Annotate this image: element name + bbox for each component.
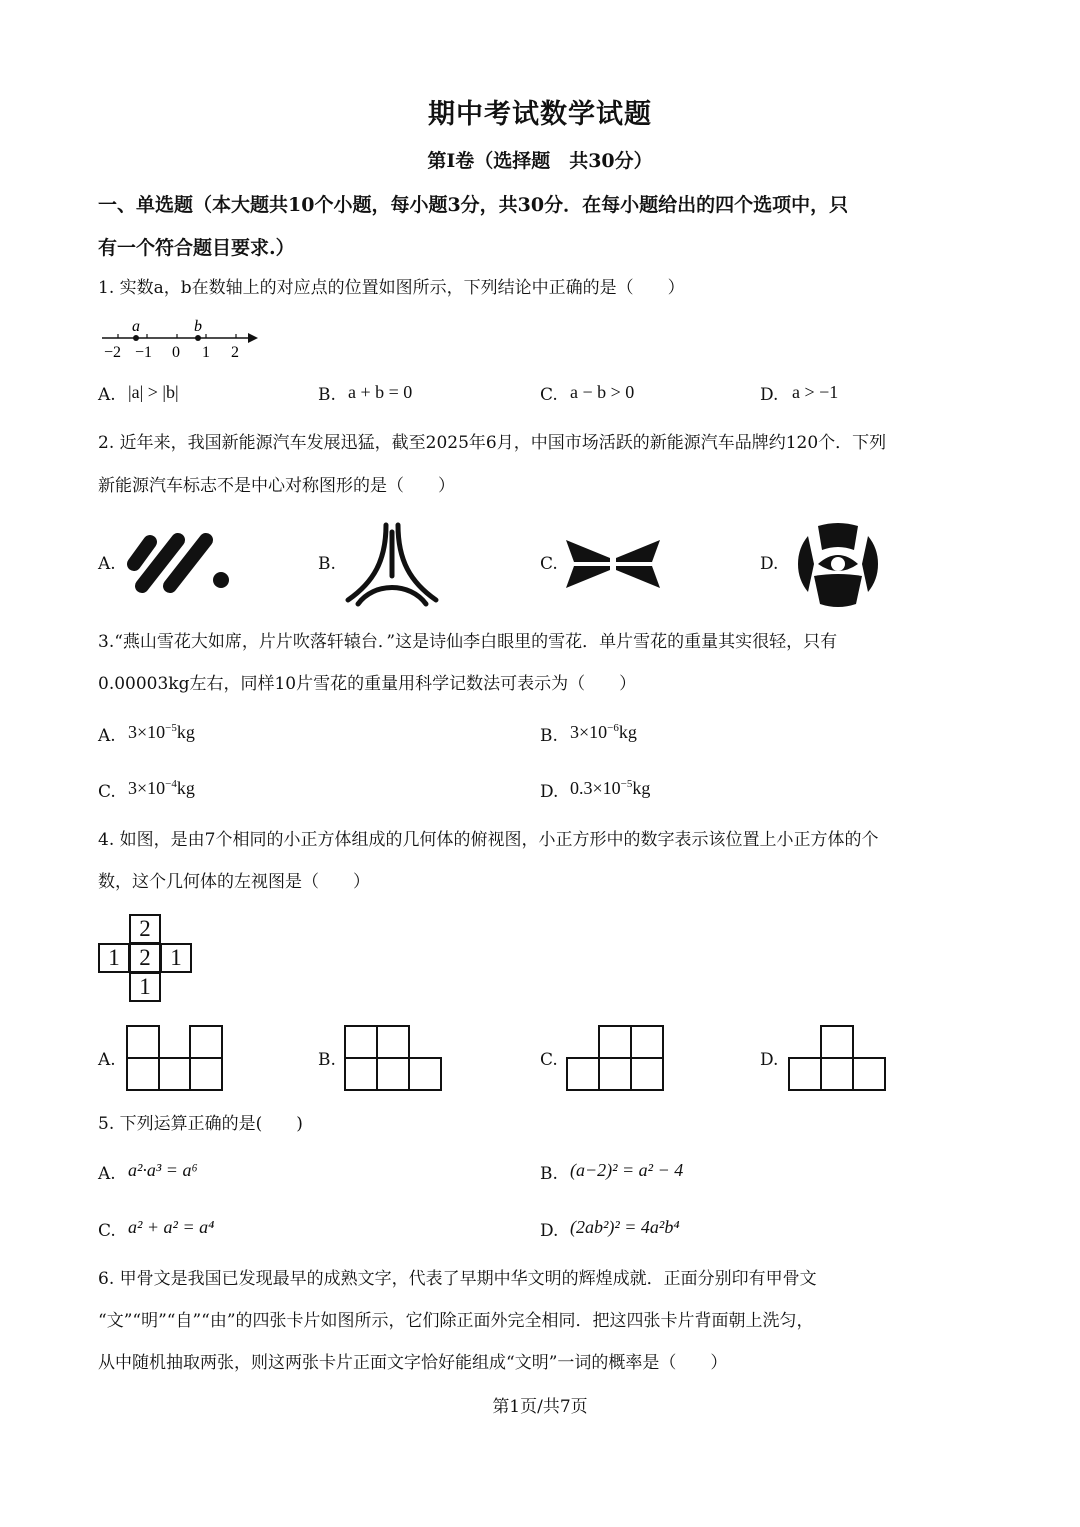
q4-label-b: B. xyxy=(318,1050,336,1070)
q1-option-b: a + b = 0 xyxy=(348,382,413,402)
q2-label-c: C. xyxy=(540,554,558,574)
q4-line1: 4. 如图，是由7个相同的小正方体组成的几何体的俯视图，小正方形中的数字表示该位置上小正方体的个 xyxy=(98,830,879,850)
q5-option-a: a²·a³ = a⁶ xyxy=(128,1160,198,1180)
q4-option-c-figure xyxy=(566,1025,666,1091)
section-heading-line1: 一、单选题（本大题共10个小题，每小题3分，共30分．在每小题给出的四个选项中，只 xyxy=(98,194,849,216)
q5-label-d: D. xyxy=(540,1221,559,1241)
q2-label-a: A. xyxy=(98,554,116,574)
tick-label: 1 xyxy=(202,344,210,361)
q4-line2: 数，这个几何体的左视图是（ ） xyxy=(98,872,370,892)
point-a xyxy=(133,335,139,341)
q3-option-b: $3\times 10^{-6}kg$ xyxy=(570,722,637,742)
section-heading-line2: 有一个符合题目要求.） xyxy=(98,237,295,259)
q1-option-c-label: C. xyxy=(540,385,558,405)
q1-option-d: a > −1 xyxy=(792,382,839,402)
q5-stem: 5. 下列运算正确的是( ) xyxy=(98,1114,303,1134)
q3-option-a: $3\times 10^{-5}kg$ xyxy=(128,722,195,742)
q1-option-b-label: B. xyxy=(318,385,336,405)
q5-label-b: B. xyxy=(540,1164,558,1184)
q4-label-d: D. xyxy=(760,1050,779,1070)
q1-option-a: |a| > |b| xyxy=(128,382,179,402)
tick-label: 0 xyxy=(172,344,180,361)
q3-option-d: $0.3\times 10^{-5}kg$ xyxy=(570,778,651,798)
page-title: 期中考试数学试题 xyxy=(428,99,652,130)
q1-option-d-label: D. xyxy=(760,385,779,405)
grid-cell-bottom: 1 xyxy=(129,972,161,1002)
logo-d-icon xyxy=(794,520,882,608)
q2-label-d: D. xyxy=(760,554,779,574)
logo-a-icon xyxy=(124,530,232,594)
q2-line2: 新能源汽车标志不是中心对称图形的是（ ） xyxy=(98,476,455,496)
q3-label-a: A. xyxy=(98,726,116,746)
q6-line2: “文”“明”“自”“由”的四张卡片如图所示，它们除正面外完全相同．把这四张卡片背面朝上洗匀， xyxy=(98,1311,814,1331)
q6-line3: 从中随机抽取两张，则这两张卡片正面文字恰好能组成“文明”一词的概率是（ ） xyxy=(98,1353,728,1373)
page-footer: 第1页/共7页 xyxy=(492,1397,588,1417)
q4-top-view-grid xyxy=(98,914,192,1004)
q3-option-c: $3\times 10^{-4}kg$ xyxy=(128,778,195,798)
q5-option-b: (a−2)² = a² − 4 xyxy=(570,1160,684,1180)
q2-line1: 2. 近年来，我国新能源汽车发展迅猛，截至2025年6月，中国市场活跃的新能源汽车品牌约120个．下列 xyxy=(98,433,887,453)
q3-label-b: B. xyxy=(540,726,558,746)
q3-label-d: D. xyxy=(540,782,559,802)
tick-label: −2 xyxy=(104,344,122,361)
q3-label-c: C. xyxy=(98,782,116,802)
q3-line1: 3.“燕山雪花大如席，片片吹落轩辕台．”这是诗仙李白眼里的雪花．单片雪花的重量其实很轻，只有 xyxy=(98,632,838,652)
tick-label: 2 xyxy=(231,344,239,361)
q2-label-b: B. xyxy=(318,554,336,574)
q5-option-d: (2ab²)² = 4a²b⁴ xyxy=(570,1217,680,1237)
grid-cell-right: 1 xyxy=(160,943,192,973)
q5-label-c: C. xyxy=(98,1221,116,1241)
point-b-label: b xyxy=(194,318,202,335)
q1-option-a-label: A. xyxy=(98,385,116,405)
grid-cell-center: 2 xyxy=(129,943,161,973)
q4-option-b-figure xyxy=(344,1025,444,1091)
q4-option-d-figure xyxy=(788,1025,888,1091)
q4-label-c: C. xyxy=(540,1050,558,1070)
q1-number-line xyxy=(98,312,268,362)
point-b xyxy=(195,335,201,341)
q4-option-a-figure xyxy=(126,1025,224,1091)
q5-option-c: a² + a² = a⁴ xyxy=(128,1217,215,1237)
logo-c-icon xyxy=(564,536,662,592)
q6-line1: 6. 甲骨文是我国已发现最早的成熟文字，代表了早期中华文明的辉煌成就．正面分别印有甲骨文 xyxy=(98,1269,817,1289)
q1-option-c: a − b > 0 xyxy=(570,382,635,402)
point-a-label: a xyxy=(132,318,140,335)
q1-stem: 1. 实数a，b在数轴上的对应点的位置如图所示，下列结论中正确的是（ ） xyxy=(98,278,685,298)
grid-cell-left: 1 xyxy=(98,943,130,973)
tick-label: −1 xyxy=(135,344,153,361)
grid-cell-top: 2 xyxy=(129,914,161,944)
q4-label-a: A. xyxy=(98,1050,116,1070)
q5-label-a: A. xyxy=(98,1164,116,1184)
part-subtitle: 第Ⅰ卷（选择题 共30分） xyxy=(427,150,653,172)
q3-line2: 0.00003kg左右，同样10片雪花的重量用科学记数法可表示为（ ） xyxy=(98,674,637,694)
logo-b-icon xyxy=(344,520,440,608)
